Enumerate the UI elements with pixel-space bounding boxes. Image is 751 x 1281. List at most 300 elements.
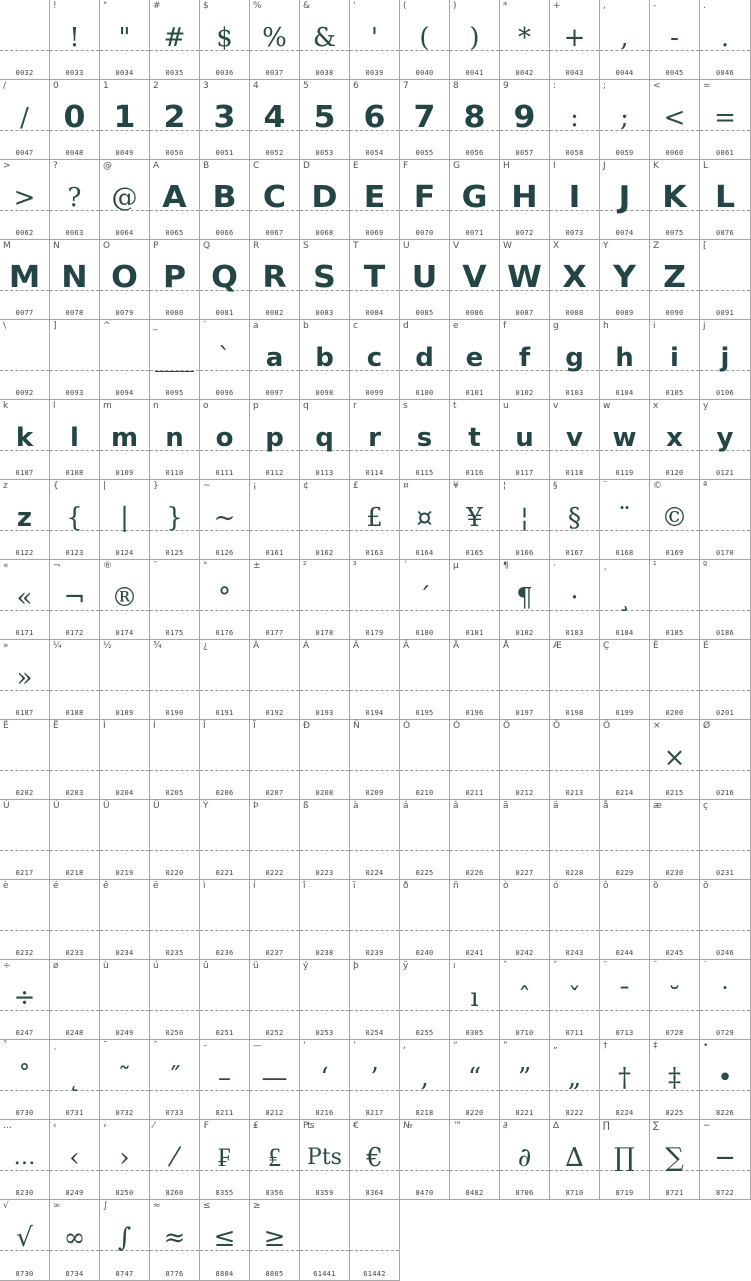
glyph-cell[interactable] xyxy=(150,1200,200,1281)
glyph-cell[interactable] xyxy=(100,80,150,160)
glyph-sample xyxy=(50,898,99,938)
glyph-cell[interactable] xyxy=(500,960,550,1040)
glyph-cell[interactable] xyxy=(550,160,600,240)
glyph-cell[interactable] xyxy=(350,480,400,560)
glyph-cell[interactable] xyxy=(250,960,300,1040)
glyph-cell[interactable] xyxy=(50,640,100,720)
glyph-sample: U xyxy=(411,260,438,295)
glyph-cell[interactable] xyxy=(100,960,150,1040)
glyph-cell[interactable] xyxy=(0,800,50,880)
glyph-code: 0174 xyxy=(115,629,134,637)
glyph-sample: ∞ xyxy=(63,1223,86,1253)
glyph-cell[interactable] xyxy=(250,880,300,960)
glyph-cell[interactable] xyxy=(0,1200,50,1281)
glyph-sample xyxy=(350,578,399,618)
glyph-cell[interactable] xyxy=(700,160,751,240)
glyph-cell[interactable] xyxy=(200,1200,250,1281)
glyph-cell[interactable] xyxy=(100,160,150,240)
glyph-cell[interactable] xyxy=(400,1120,450,1200)
glyph-cell[interactable] xyxy=(650,720,700,800)
glyph-cell[interactable] xyxy=(0,400,50,480)
glyph-cell[interactable] xyxy=(650,640,700,720)
glyph-cell[interactable] xyxy=(300,880,350,960)
glyph-sample: ‘ xyxy=(320,1063,329,1093)
glyph-code: 0221 xyxy=(215,869,234,877)
glyph-cell[interactable] xyxy=(50,880,100,960)
glyph-label: Q xyxy=(203,241,211,251)
glyph-cell[interactable] xyxy=(400,1040,450,1120)
glyph-cell[interactable] xyxy=(300,1200,350,1281)
glyph-cell[interactable] xyxy=(450,0,500,80)
glyph-code: 0117 xyxy=(515,469,534,477)
glyph-cell[interactable] xyxy=(250,640,300,720)
glyph-sample: ˝ xyxy=(168,1063,181,1093)
glyph-sample xyxy=(50,818,99,858)
glyph-cell[interactable] xyxy=(0,80,50,160)
glyph-cell[interactable] xyxy=(550,560,600,640)
glyph-cell[interactable] xyxy=(50,1200,100,1281)
glyph-cell[interactable] xyxy=(550,240,600,320)
glyph-code: 0175 xyxy=(165,629,184,637)
glyph-cell[interactable] xyxy=(50,560,100,640)
glyph-cell[interactable] xyxy=(550,400,600,480)
glyph-cell[interactable] xyxy=(700,720,751,800)
glyph-cell[interactable] xyxy=(550,1040,600,1120)
glyph-cell[interactable] xyxy=(50,320,100,400)
glyph-cell[interactable] xyxy=(250,0,300,80)
glyph-cell[interactable] xyxy=(150,320,200,400)
glyph-cell[interactable] xyxy=(200,80,250,160)
glyph-cell[interactable] xyxy=(0,1040,50,1120)
glyph-code: 0732 xyxy=(115,1109,134,1117)
glyph-cell[interactable] xyxy=(500,0,550,80)
glyph-cell[interactable] xyxy=(450,640,500,720)
glyph-cell[interactable] xyxy=(400,720,450,800)
glyph-code: 0184 xyxy=(615,629,634,637)
glyph-cell[interactable] xyxy=(450,800,500,880)
glyph-cell[interactable] xyxy=(650,320,700,400)
glyph-cell[interactable] xyxy=(50,240,100,320)
glyph-cell[interactable] xyxy=(250,720,300,800)
glyph-label: a xyxy=(253,321,259,331)
glyph-cell[interactable] xyxy=(300,0,350,80)
glyph-cell[interactable] xyxy=(450,880,500,960)
glyph-cell[interactable] xyxy=(250,560,300,640)
glyph-cell[interactable] xyxy=(400,960,450,1040)
glyph-code: 0219 xyxy=(115,869,134,877)
glyph-cell[interactable] xyxy=(200,800,250,880)
glyph-cell[interactable] xyxy=(400,320,450,400)
glyph-code: 0066 xyxy=(215,229,234,237)
glyph-cell[interactable] xyxy=(600,800,650,880)
glyph-label: \ xyxy=(3,321,7,331)
glyph-cell[interactable] xyxy=(50,1040,100,1120)
glyph-cell[interactable] xyxy=(0,1120,50,1200)
glyph-cell[interactable] xyxy=(300,320,350,400)
glyph-cell[interactable] xyxy=(600,880,650,960)
glyph-cell[interactable] xyxy=(150,960,200,1040)
glyph-cell[interactable] xyxy=(500,240,550,320)
glyph-cell[interactable] xyxy=(400,800,450,880)
glyph-cell[interactable] xyxy=(300,1040,350,1120)
glyph-code: 0055 xyxy=(415,149,434,157)
glyph-cell[interactable] xyxy=(500,480,550,560)
glyph-cell[interactable] xyxy=(50,1120,100,1200)
glyph-cell[interactable] xyxy=(650,0,700,80)
glyph-code: 0730 xyxy=(15,1109,34,1117)
glyph-cell[interactable] xyxy=(500,400,550,480)
glyph-cell[interactable] xyxy=(0,560,50,640)
glyph-sample: ~ xyxy=(213,503,236,533)
glyph-cell[interactable] xyxy=(600,400,650,480)
glyph-cell[interactable] xyxy=(650,160,700,240)
glyph-cell[interactable] xyxy=(150,560,200,640)
glyph-label: P xyxy=(153,241,159,251)
glyph-cell[interactable] xyxy=(300,480,350,560)
glyph-code: 0186 xyxy=(715,629,735,637)
glyph-cell[interactable] xyxy=(100,640,150,720)
glyph-cell[interactable] xyxy=(150,640,200,720)
glyph-label: Ú xyxy=(53,801,60,811)
glyph-cell[interactable] xyxy=(200,0,250,80)
glyph-cell[interactable] xyxy=(150,240,200,320)
glyph-cell[interactable] xyxy=(150,800,200,880)
glyph-code: 0059 xyxy=(615,149,634,157)
glyph-cell[interactable] xyxy=(50,800,100,880)
glyph-cell[interactable] xyxy=(400,240,450,320)
glyph-cell[interactable] xyxy=(400,480,450,560)
glyph-cell[interactable] xyxy=(450,400,500,480)
glyph-cell[interactable] xyxy=(450,240,500,320)
glyph-cell[interactable] xyxy=(650,1120,700,1200)
glyph-cell[interactable] xyxy=(600,80,650,160)
glyph-sample xyxy=(500,898,549,938)
glyph-cell[interactable] xyxy=(0,0,50,80)
glyph-cell[interactable] xyxy=(300,400,350,480)
glyph-cell[interactable] xyxy=(300,800,350,880)
glyph-cell[interactable] xyxy=(150,480,200,560)
glyph-cell[interactable] xyxy=(200,720,250,800)
glyph-cell[interactable] xyxy=(350,560,400,640)
glyph-cell[interactable] xyxy=(700,240,751,320)
glyph-cell[interactable] xyxy=(400,560,450,640)
glyph-sample: £ xyxy=(366,503,383,533)
glyph-code: 0085 xyxy=(415,309,434,317)
glyph-cell[interactable] xyxy=(650,800,700,880)
glyph-cell[interactable] xyxy=(550,1120,600,1200)
glyph-cell[interactable] xyxy=(100,0,150,80)
glyph-cell[interactable] xyxy=(200,960,250,1040)
glyph-label: 0 xyxy=(53,81,59,91)
glyph-cell[interactable] xyxy=(450,160,500,240)
glyph-cell[interactable] xyxy=(550,720,600,800)
glyph-cell[interactable] xyxy=(700,0,751,80)
glyph-sample xyxy=(300,1218,349,1258)
glyph-cell[interactable] xyxy=(600,1120,650,1200)
glyph-cell[interactable] xyxy=(500,800,550,880)
glyph-label: q xyxy=(303,401,309,411)
glyph-code: 0042 xyxy=(515,69,534,77)
glyph-cell[interactable] xyxy=(350,80,400,160)
glyph-cell[interactable] xyxy=(50,400,100,480)
glyph-cell[interactable] xyxy=(700,1120,751,1200)
glyph-cell[interactable] xyxy=(450,80,500,160)
glyph-cell[interactable] xyxy=(150,1040,200,1120)
glyph-cell[interactable] xyxy=(300,560,350,640)
glyph-cell[interactable] xyxy=(600,640,650,720)
glyph-cell[interactable] xyxy=(600,320,650,400)
glyph-cell[interactable] xyxy=(150,720,200,800)
glyph-sample: » xyxy=(16,663,33,693)
glyph-code: 0197 xyxy=(515,709,534,717)
glyph-cell[interactable] xyxy=(600,240,650,320)
glyph-cell[interactable] xyxy=(300,160,350,240)
glyph-code: 0082 xyxy=(265,309,284,317)
glyph-cell[interactable] xyxy=(350,720,400,800)
glyph-cell[interactable] xyxy=(350,240,400,320)
glyph-cell[interactable] xyxy=(700,800,751,880)
glyph-cell[interactable] xyxy=(0,480,50,560)
glyph-cell[interactable] xyxy=(350,160,400,240)
glyph-cell[interactable] xyxy=(0,880,50,960)
glyph-label: R xyxy=(253,241,260,251)
glyph-cell[interactable] xyxy=(200,400,250,480)
glyph-cell[interactable] xyxy=(400,640,450,720)
glyph-label: z xyxy=(3,481,8,491)
glyph-cell[interactable] xyxy=(650,400,700,480)
glyph-label: Ó xyxy=(453,721,461,731)
glyph-code: 0214 xyxy=(615,789,634,797)
glyph-cell[interactable] xyxy=(50,480,100,560)
glyph-cell[interactable] xyxy=(600,0,650,80)
glyph-cell[interactable] xyxy=(150,880,200,960)
glyph-label: $ xyxy=(203,1,209,11)
glyph-cell[interactable] xyxy=(600,1040,650,1120)
glyph-cell[interactable] xyxy=(400,0,450,80)
glyph-cell[interactable] xyxy=(0,640,50,720)
glyph-code: 0035 xyxy=(165,69,184,77)
glyph-cell[interactable] xyxy=(350,640,400,720)
glyph-cell[interactable] xyxy=(550,960,600,1040)
glyph-cell[interactable] xyxy=(600,720,650,800)
glyph-cell[interactable] xyxy=(700,560,751,640)
glyph-cell[interactable] xyxy=(0,240,50,320)
glyph-label: † xyxy=(603,1041,608,1051)
glyph-cell[interactable] xyxy=(350,960,400,1040)
glyph-cell[interactable] xyxy=(100,1120,150,1200)
glyph-cell[interactable] xyxy=(600,160,650,240)
glyph-cell[interactable] xyxy=(350,880,400,960)
glyph-cell[interactable] xyxy=(350,320,400,400)
glyph-cell[interactable] xyxy=(650,240,700,320)
glyph-cell[interactable] xyxy=(250,480,300,560)
glyph-cell[interactable] xyxy=(150,160,200,240)
glyph-cell[interactable] xyxy=(350,400,400,480)
glyph-cell[interactable] xyxy=(450,1040,500,1120)
glyph-cell[interactable] xyxy=(200,160,250,240)
glyph-sample: ) xyxy=(469,23,480,53)
glyph-cell[interactable] xyxy=(550,800,600,880)
glyph-cell[interactable] xyxy=(450,1120,500,1200)
glyph-cell[interactable] xyxy=(400,880,450,960)
glyph-sample: › xyxy=(119,1143,130,1173)
glyph-label: ô xyxy=(603,881,609,891)
glyph-cell[interactable] xyxy=(550,880,600,960)
glyph-cell[interactable] xyxy=(500,80,550,160)
glyph-sample xyxy=(100,978,149,1018)
glyph-cell[interactable] xyxy=(250,1120,300,1200)
glyph-code: 0032 xyxy=(15,69,34,77)
glyph-cell[interactable] xyxy=(700,320,751,400)
glyph-cell[interactable] xyxy=(300,80,350,160)
glyph-cell[interactable] xyxy=(250,800,300,880)
glyph-cell[interactable] xyxy=(700,480,751,560)
glyph-label: ¨ xyxy=(603,481,608,491)
glyph-cell[interactable] xyxy=(200,240,250,320)
glyph-cell[interactable] xyxy=(250,240,300,320)
glyph-cell[interactable] xyxy=(600,480,650,560)
glyph-cell[interactable] xyxy=(450,720,500,800)
glyph-cell[interactable] xyxy=(650,960,700,1040)
glyph-cell[interactable] xyxy=(100,800,150,880)
glyph-cell[interactable] xyxy=(300,960,350,1040)
glyph-cell[interactable] xyxy=(500,880,550,960)
glyph-cell[interactable] xyxy=(700,80,751,160)
glyph-cell[interactable] xyxy=(50,0,100,80)
glyph-cell[interactable] xyxy=(700,960,751,1040)
glyph-cell[interactable] xyxy=(700,1040,751,1120)
glyph-sample xyxy=(350,898,399,938)
glyph-label: 9 xyxy=(503,81,509,91)
glyph-cell[interactable] xyxy=(200,560,250,640)
glyph-cell[interactable] xyxy=(250,80,300,160)
glyph-code: 0080 xyxy=(165,309,184,317)
glyph-code: 0073 xyxy=(565,229,584,237)
glyph-cell[interactable] xyxy=(650,80,700,160)
glyph-cell[interactable] xyxy=(700,880,751,960)
glyph-cell[interactable] xyxy=(500,560,550,640)
glyph-cell[interactable] xyxy=(300,720,350,800)
glyph-cell[interactable] xyxy=(200,640,250,720)
glyph-code: 0169 xyxy=(665,549,684,557)
glyph-cell[interactable] xyxy=(550,320,600,400)
glyph-cell[interactable] xyxy=(450,560,500,640)
glyph-cell[interactable] xyxy=(300,640,350,720)
glyph-cell[interactable] xyxy=(250,320,300,400)
glyph-cell[interactable] xyxy=(700,640,751,720)
glyph-code: 8747 xyxy=(115,1270,134,1278)
glyph-cell[interactable] xyxy=(100,720,150,800)
glyph-cell[interactable] xyxy=(550,0,600,80)
glyph-code: 0180 xyxy=(415,629,434,637)
glyph-cell[interactable] xyxy=(100,320,150,400)
glyph-sample: Z xyxy=(663,260,686,295)
glyph-cell[interactable] xyxy=(250,1200,300,1281)
glyph-cell[interactable] xyxy=(350,1200,400,1281)
glyph-cell[interactable] xyxy=(500,720,550,800)
glyph-cell[interactable] xyxy=(100,240,150,320)
glyph-cell[interactable] xyxy=(400,80,450,160)
glyph-code: 0060 xyxy=(665,149,684,157)
glyph-cell[interactable] xyxy=(450,320,500,400)
glyph-code: 0097 xyxy=(265,389,284,397)
glyph-cell[interactable] xyxy=(100,880,150,960)
glyph-cell[interactable] xyxy=(400,160,450,240)
glyph-label: µ xyxy=(453,561,459,571)
glyph-cell[interactable] xyxy=(500,1120,550,1200)
glyph-sample xyxy=(150,818,199,858)
glyph-cell[interactable] xyxy=(550,480,600,560)
glyph-cell[interactable] xyxy=(100,1040,150,1120)
glyph-cell[interactable] xyxy=(100,480,150,560)
glyph-cell[interactable] xyxy=(450,960,500,1040)
glyph-cell[interactable] xyxy=(250,160,300,240)
glyph-cell[interactable] xyxy=(150,80,200,160)
glyph-cell[interactable] xyxy=(50,160,100,240)
glyph-cell[interactable] xyxy=(500,640,550,720)
glyph-cell[interactable] xyxy=(200,1120,250,1200)
glyph-cell[interactable] xyxy=(0,160,50,240)
glyph-cell[interactable] xyxy=(300,240,350,320)
glyph-cell[interactable] xyxy=(150,0,200,80)
glyph-cell[interactable] xyxy=(350,1120,400,1200)
glyph-cell[interactable] xyxy=(350,1040,400,1120)
glyph-cell[interactable] xyxy=(50,960,100,1040)
glyph-cell[interactable] xyxy=(200,480,250,560)
glyph-label: 4 xyxy=(253,81,259,91)
glyph-cell[interactable] xyxy=(250,1040,300,1120)
glyph-cell[interactable] xyxy=(100,560,150,640)
glyph-cell[interactable] xyxy=(500,160,550,240)
glyph-cell[interactable] xyxy=(450,480,500,560)
glyph-cell[interactable] xyxy=(400,400,450,480)
glyph-code: 0164 xyxy=(415,549,434,557)
glyph-label: ˆ xyxy=(503,961,508,971)
glyph-cell[interactable] xyxy=(100,400,150,480)
glyph-cell[interactable] xyxy=(650,480,700,560)
glyph-cell[interactable] xyxy=(550,80,600,160)
glyph-cell[interactable] xyxy=(600,560,650,640)
glyph-cell[interactable] xyxy=(200,880,250,960)
glyph-cell[interactable] xyxy=(350,0,400,80)
glyph-cell[interactable] xyxy=(650,1040,700,1120)
glyph-cell[interactable] xyxy=(650,880,700,960)
glyph-sample: ; xyxy=(620,103,629,133)
glyph-cell[interactable] xyxy=(50,80,100,160)
glyph-cell[interactable] xyxy=(500,1040,550,1120)
glyph-cell[interactable] xyxy=(0,960,50,1040)
glyph-cell[interactable] xyxy=(600,960,650,1040)
glyph-cell[interactable] xyxy=(250,400,300,480)
glyph-cell[interactable] xyxy=(300,1120,350,1200)
glyph-cell[interactable] xyxy=(550,640,600,720)
glyph-cell[interactable] xyxy=(650,560,700,640)
glyph-cell[interactable] xyxy=(500,320,550,400)
glyph-cell[interactable] xyxy=(200,320,250,400)
glyph-cell[interactable] xyxy=(350,800,400,880)
glyph-cell[interactable] xyxy=(700,400,751,480)
glyph-sample xyxy=(600,658,649,698)
glyph-cell[interactable] xyxy=(50,720,100,800)
glyph-cell[interactable] xyxy=(200,1040,250,1120)
glyph-sample xyxy=(300,498,349,538)
glyph-cell[interactable] xyxy=(0,320,50,400)
glyph-cell[interactable] xyxy=(150,1120,200,1200)
glyph-cell[interactable] xyxy=(150,400,200,480)
glyph-sample: « xyxy=(16,583,33,613)
glyph-cell[interactable] xyxy=(0,720,50,800)
glyph-cell[interactable] xyxy=(100,1200,150,1281)
